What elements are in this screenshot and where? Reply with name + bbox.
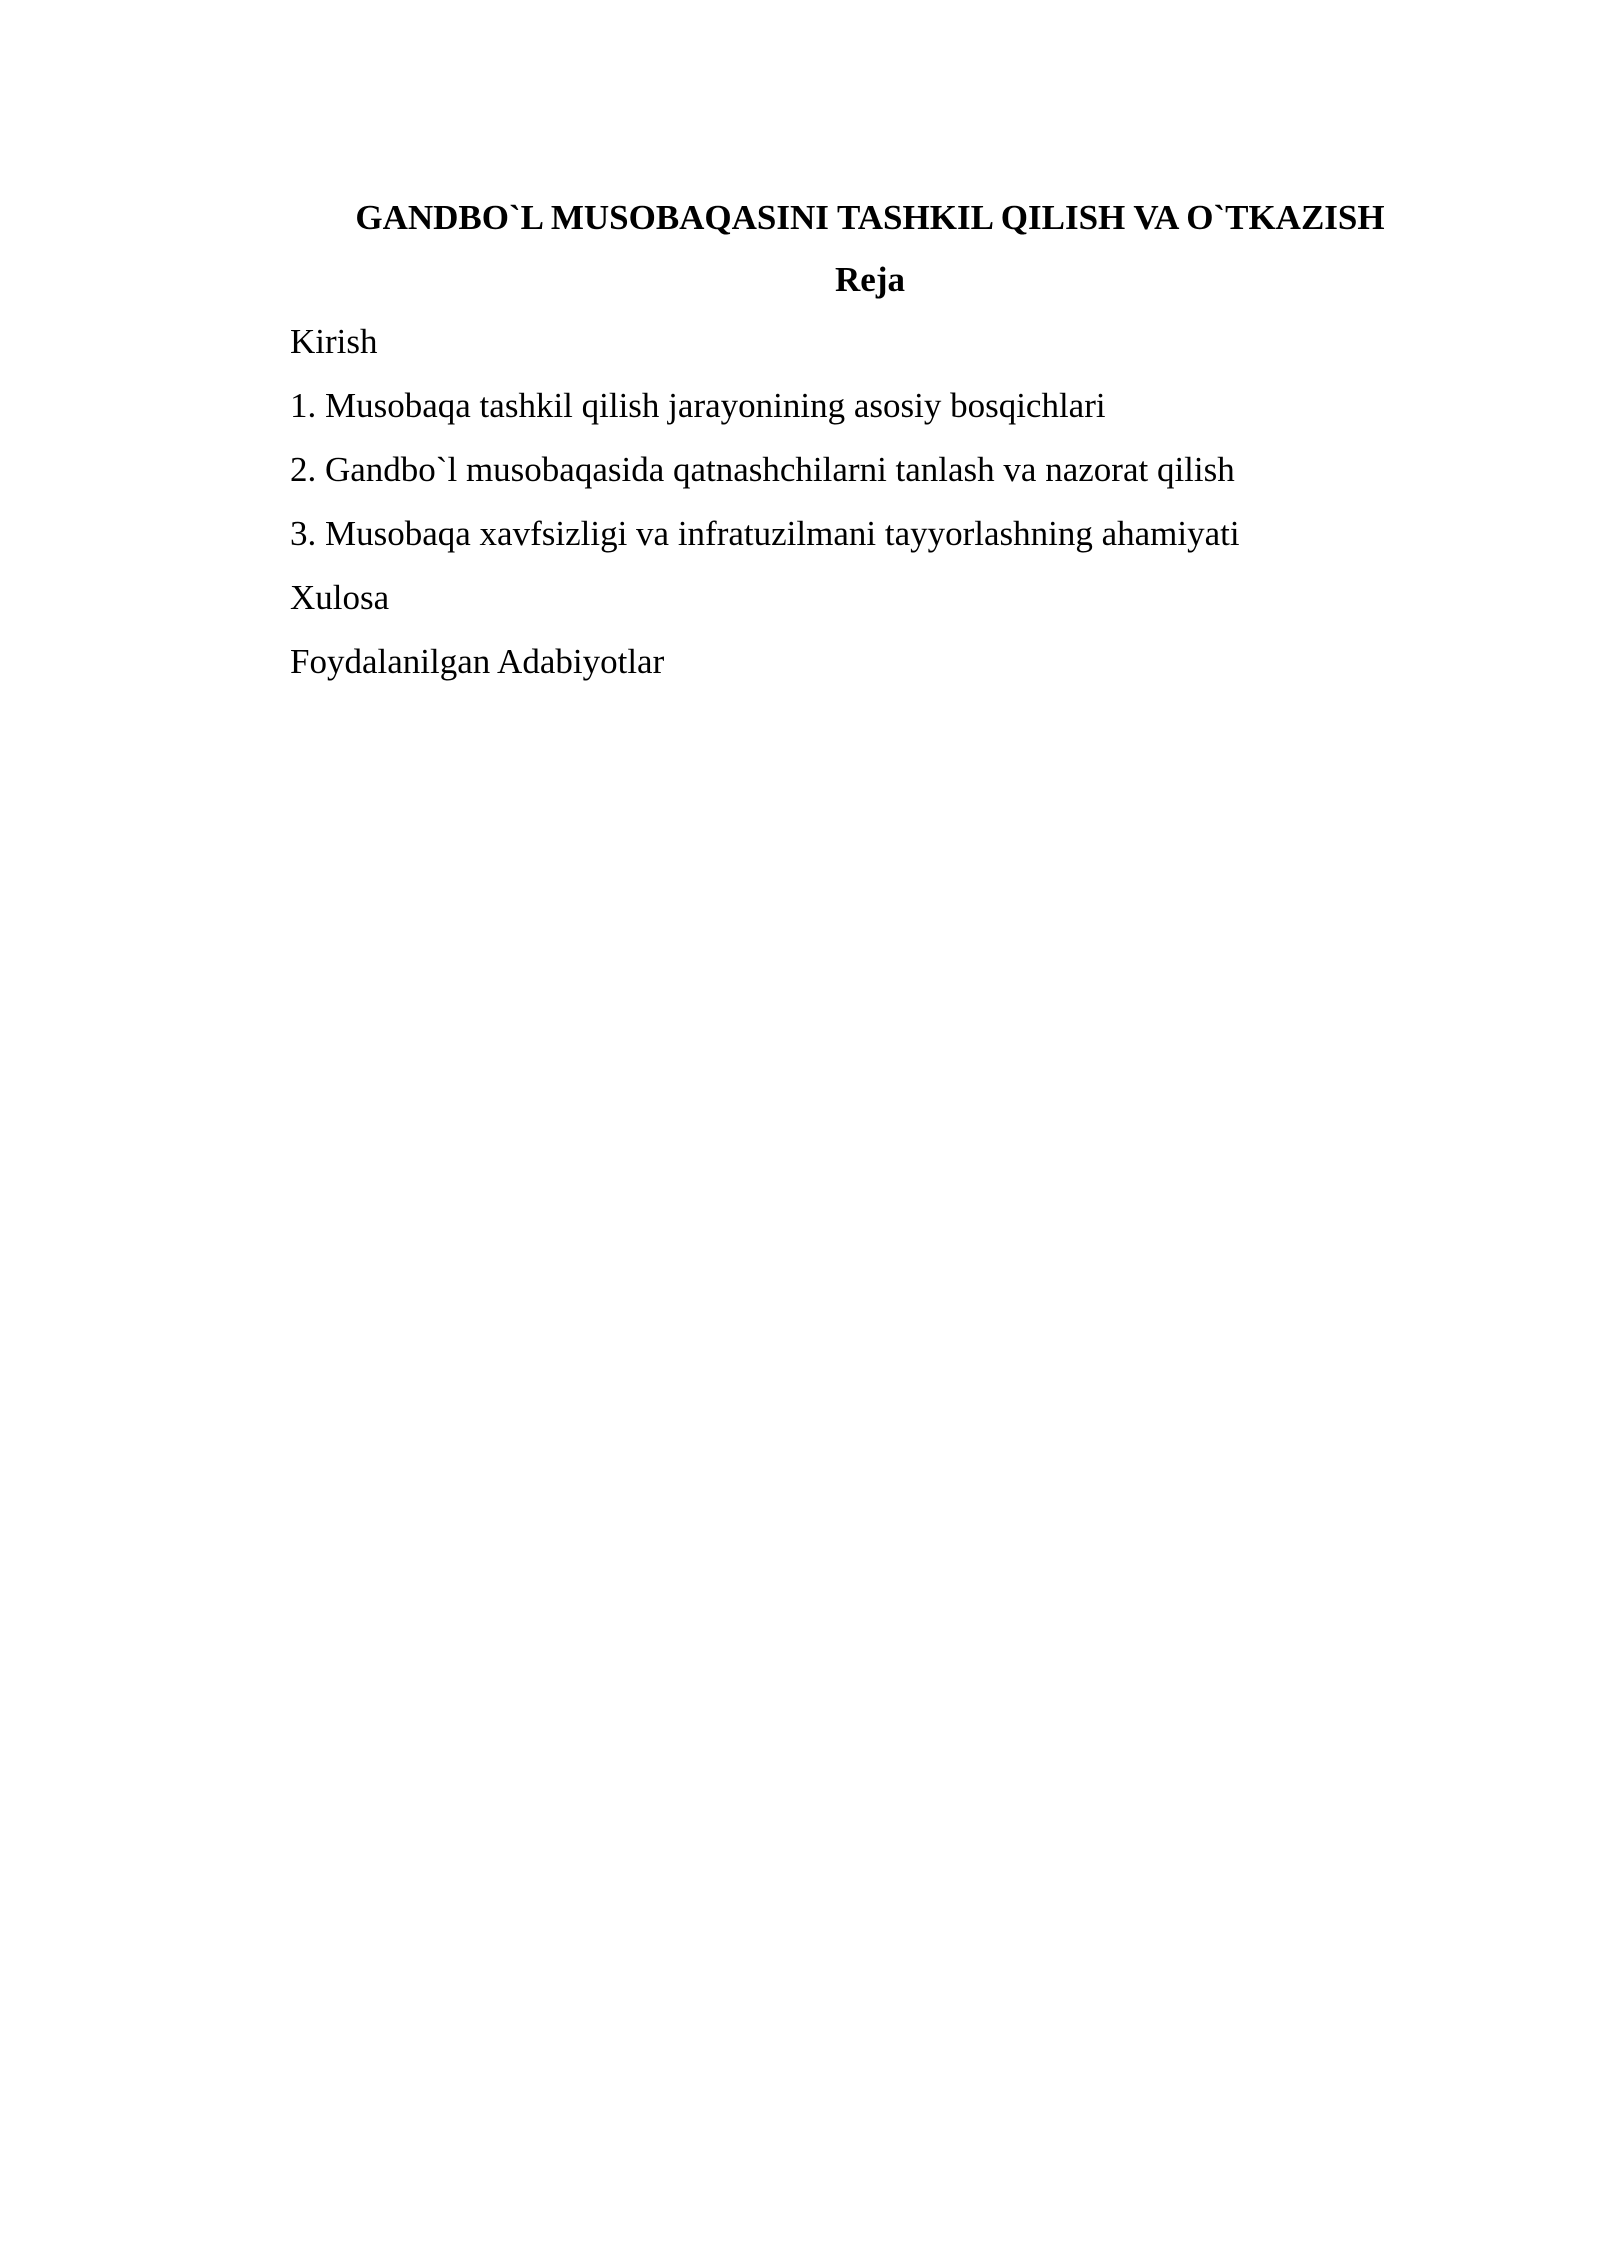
plan-item-3: 3. Musobaqa xavfsizligi va infratuzilmani tayyorlashning ahamiyati [290,514,1240,553]
plan-item-introduction: Kirish [290,322,378,361]
plan-item-references: Foydalanilgan Adabiyotlar [290,642,665,681]
document-title: GANDBO`L MUSOBAQASINI TASHKIL QILISH VA O`TKAZISH [355,198,1385,237]
plan-item-2: 2. Gandbo`l musobaqasida qatnashchilarni tanlash va nazorat qilish [290,450,1235,489]
plan-list [290,314,1450,690]
plan-item-1: 1. Musobaqa tashkil qilish jarayonining asosiy bosqichlari [290,386,1106,425]
document-content [290,190,1450,698]
plan-item-conclusion: Xulosa [290,578,390,617]
plan-heading: Reja [835,260,905,299]
